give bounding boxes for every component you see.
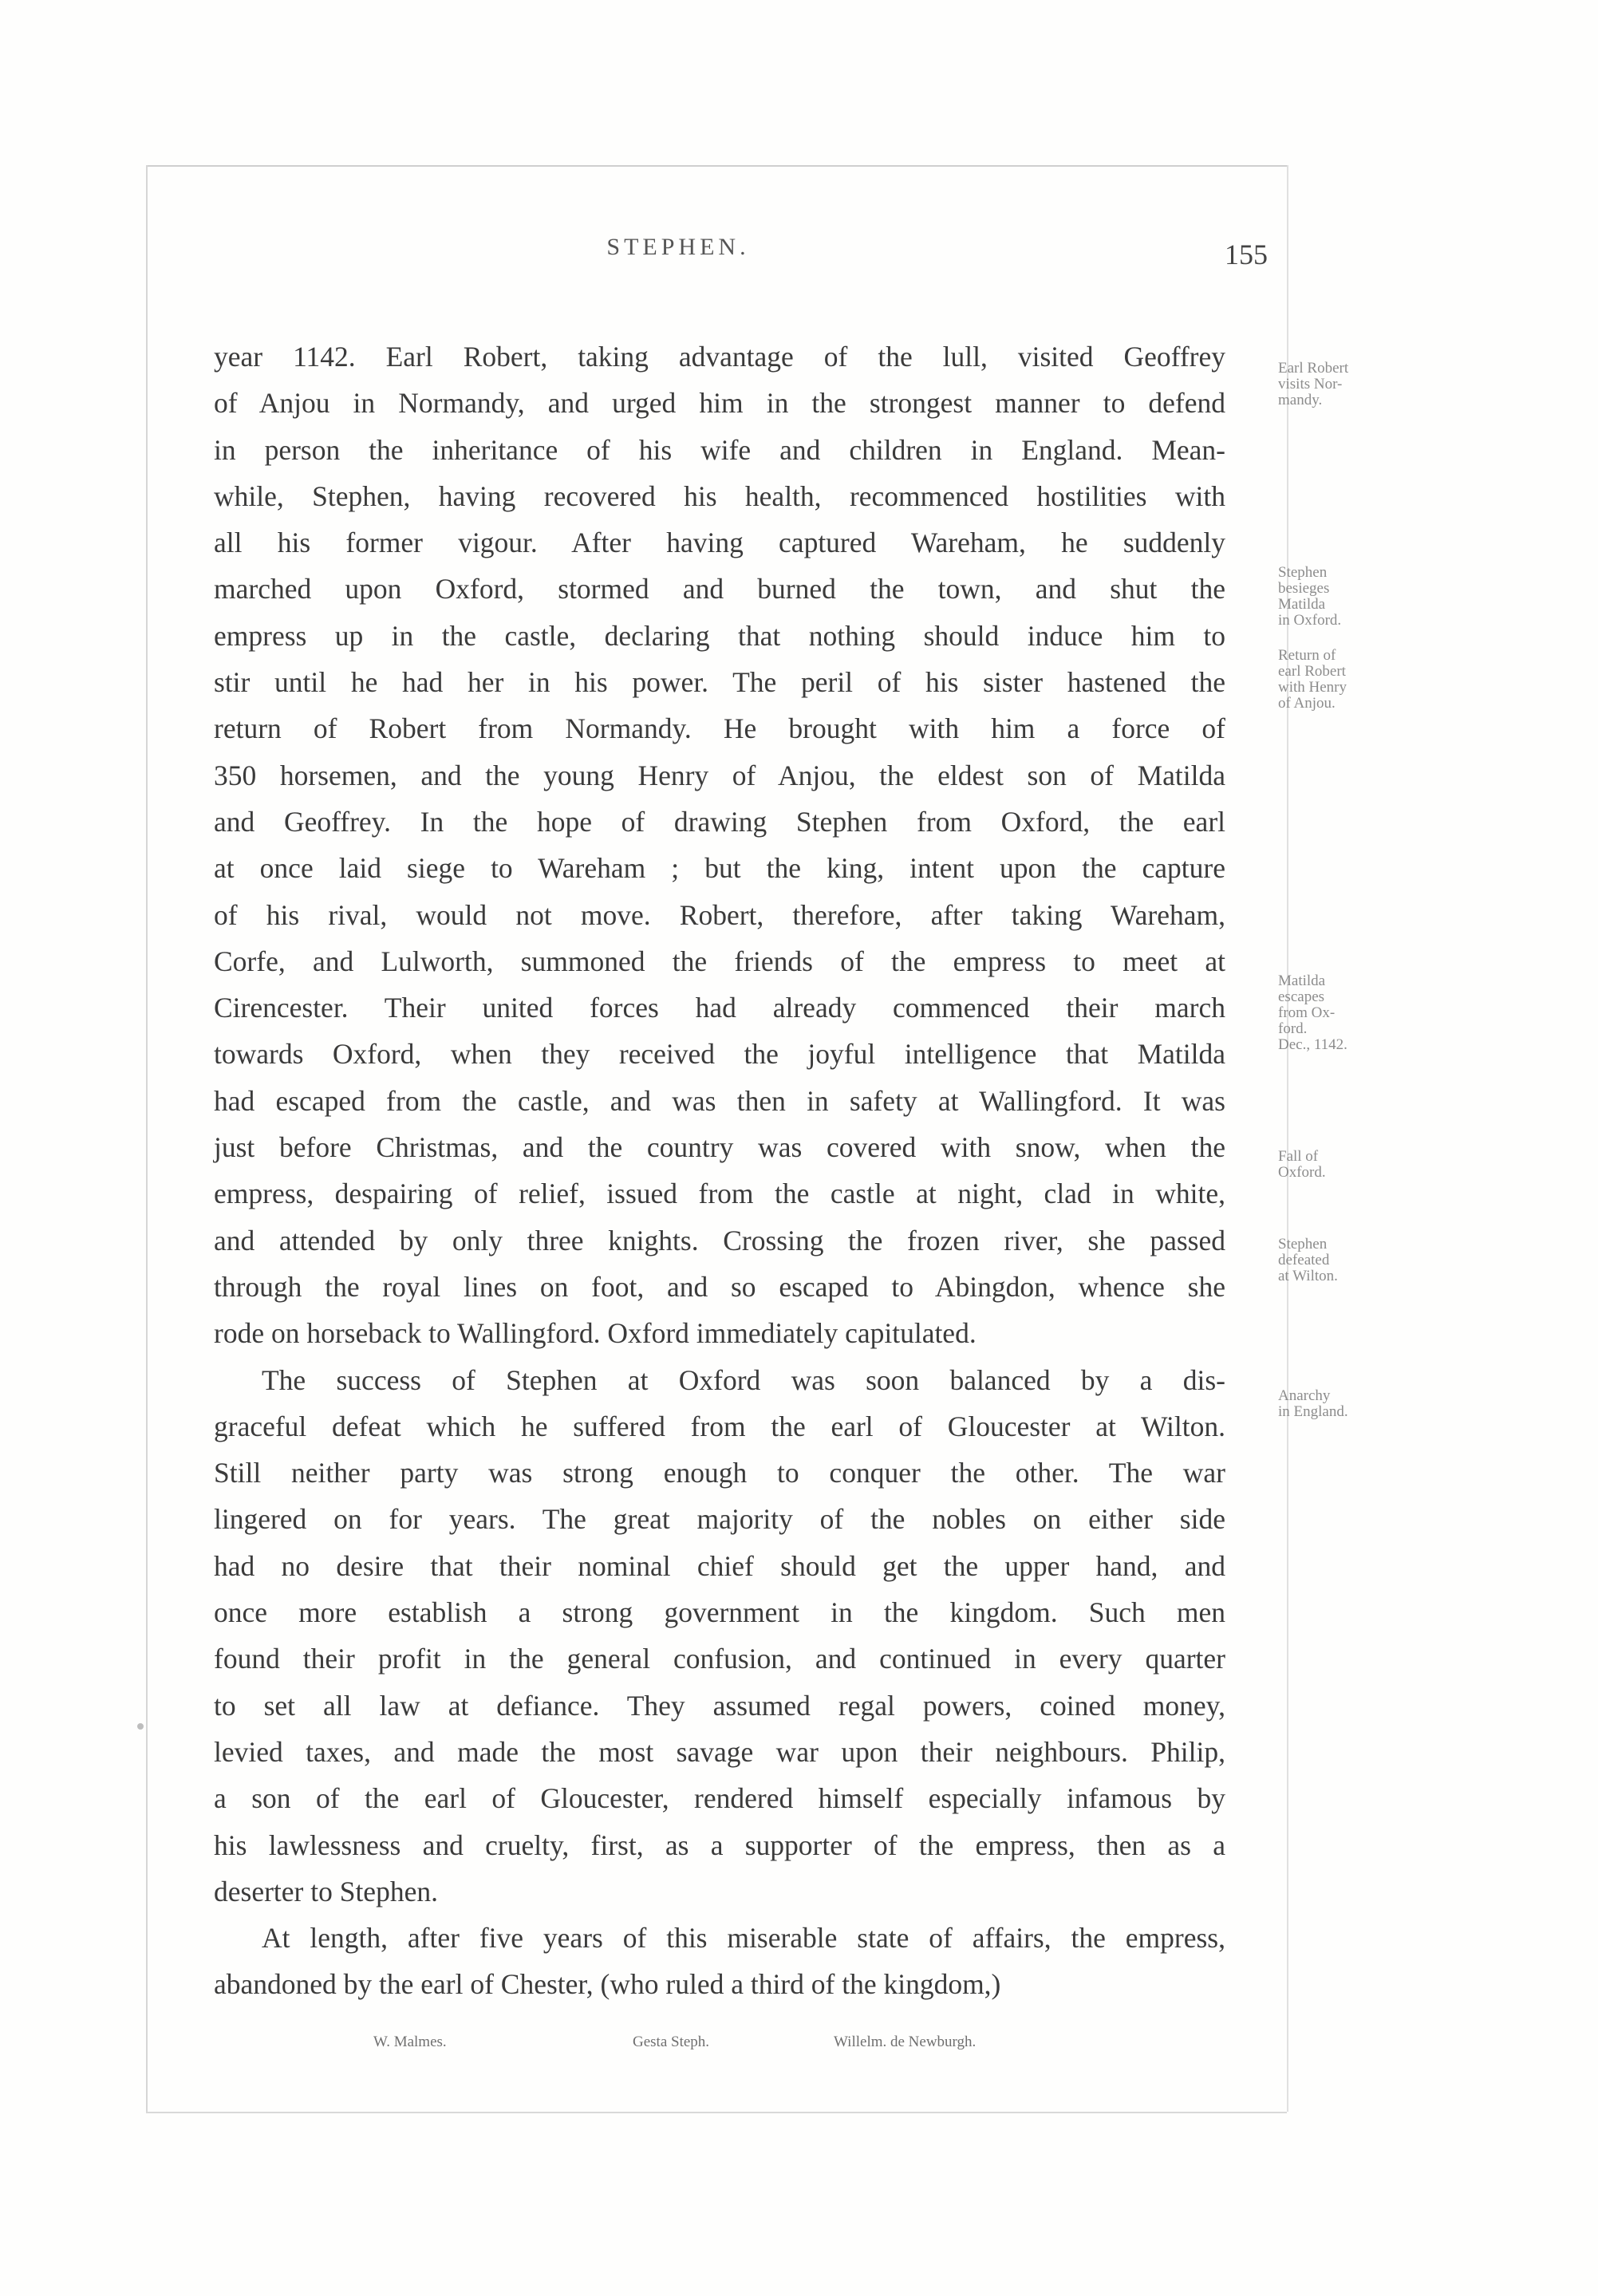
body-line: and attended by only three knights. Crossing the frozen river, she passed [214,1224,1225,1256]
body-line: and Geoffrey. In the hope of drawing Stephen from Oxford, the earl [214,805,1225,838]
margin-note-line: Matilda [1278,596,1326,613]
margin-note-line: mandy. [1278,392,1323,408]
margin-note-line: Fall of [1278,1148,1319,1165]
margin-note [1278,1237,1430,1284]
body-line: empress up in the castle, declaring that nothing should induce him to [214,619,1225,652]
margin-note-line: of Anjou. [1278,695,1336,712]
footnote-source: W. Malmes. [373,2034,447,2050]
margin-note-line: Anarchy [1278,1387,1331,1404]
body-line: return of Robert from Normandy. He brought with him a force of [214,712,1225,745]
body-line: of his rival, would not move. Robert, therefore, after taking Wareham, [214,898,1225,931]
margin-note-line: Return of [1278,647,1336,664]
body-line: lingered on for years. The great majority of the nobles on either side [214,1503,1225,1536]
margin-note-line: earl Robert [1278,663,1346,680]
body-line: of Anjou in Normandy, and urged him in the strongest manner to defend [214,387,1225,420]
body-line: marched upon Oxford, stormed and burned the town, and shut the [214,573,1225,606]
body-line: in person the inheritance of his wife and children in England. Mean- [214,433,1225,466]
margin-note [1278,648,1430,712]
body-line: had escaped from the castle, and was then in safety at Wallingford. It was [214,1084,1225,1117]
margin-note-line: in England. [1278,1403,1348,1420]
body-line: Cirencester. Their united forces had already commenced their march [214,992,1225,1024]
margin-note [1278,361,1430,408]
running-head: STEPHEN. [606,234,750,260]
footnote-source: Gesta Steph. [633,2034,710,2050]
body-line: abandoned by the earl of Chester, (who ruled a third of the kingdom,) [214,1968,1001,2001]
page-frame-top [146,165,1287,167]
body-line: through the royal lines on foot, and so escaped to Abingdon, whence she [214,1270,1225,1303]
page-frame-right [1287,165,1288,2112]
body-line: deserter to Stephen. [214,1875,438,1907]
page-frame-left [146,165,148,2112]
margin-note-line: visits Nor- [1278,376,1343,393]
body-line: Still neither party was strong enough to conquer the other. The war [214,1457,1225,1489]
margin-note-line: from Ox- [1278,1004,1336,1021]
body-line: year 1142. Earl Robert, taking advantage of the lull, visited Geoffrey [214,341,1225,373]
margin-note [1278,1149,1430,1181]
body-line: all his former vigour. After having captured Wareham, he suddenly [214,527,1225,559]
body-line: had no desire that their nominal chief should get the upper hand, and [214,1549,1225,1582]
margin-note-line: Dec., 1142. [1278,1036,1347,1053]
margin-note-line: escapes [1278,988,1325,1005]
body-line: towards Oxford, when they received the joyful intelligence that Matilda [214,1038,1225,1071]
body-line: 350 horsemen, and the young Henry of Anjou, the eldest son of Matilda [214,759,1225,791]
margin-note-line: Earl Robert [1278,360,1349,377]
body-line: a son of the earl of Gloucester, rendered himself especially infamous by [214,1782,1225,1815]
body-line: his lawlessness and cruelty, first, as a supporter of the empress, then as a [214,1829,1225,1861]
body-line: empress, despairing of relief, issued from the castle at night, clad in white, [214,1178,1225,1210]
body-line: The success of Stephen at Oxford was soon balanced by a dis- [262,1363,1225,1396]
body-line: found their profit in the general confusion, and continued in every quarter [214,1643,1225,1675]
margin-note-line: with Henry [1278,679,1347,696]
body-line: at once laid siege to Wareham ; but the king, intent upon the capture [214,852,1225,885]
footnote-source: Willelm. de Newburgh. [834,2034,977,2050]
body-line: stir until he had her in his power. The peril of his sister hastened the [214,666,1225,699]
body-line: levied taxes, and made the most savage war upon their neighbours. Philip, [214,1735,1225,1768]
margin-note-line: ford. [1278,1020,1308,1037]
margin-note-line: Matilda [1278,972,1326,989]
body-line: At length, after five years of this miserable state of affairs, the empress, [262,1922,1225,1955]
body-line: Corfe, and Lulworth, summoned the friends of the empress to meet at [214,945,1225,977]
margin-note-line: at Wilton. [1278,1268,1338,1284]
body-line: to set all law at defiance. They assumed regal powers, coined money, [214,1689,1225,1722]
margin-note-line: in Oxford. [1278,612,1342,629]
body-line: just before Christmas, and the country was covered with snow, when the [214,1131,1225,1164]
body-text [214,333,1225,2008]
margin-note-line: Stephen [1278,1236,1328,1253]
page-blemish [137,1723,144,1730]
page-frame-bottom [146,2112,1287,2113]
margin-note-line: defeated [1278,1252,1330,1268]
body-line: rode on horseback to Wallingford. Oxford immediately capitulated. [214,1317,977,1350]
body-line: while, Stephen, having recovered his health, recommenced hostilities with [214,479,1225,512]
margin-note [1278,565,1430,629]
margin-note-line: besieges [1278,580,1330,597]
body-line: once more establish a strong government in the kingdom. Such men [214,1596,1225,1629]
body-line: graceful defeat which he suffered from the earl of Gloucester at Wilton. [214,1410,1225,1442]
margin-note-line: Oxford. [1278,1164,1326,1181]
page-number: 155 [1225,239,1268,270]
margin-note-line: Stephen [1278,564,1328,581]
margin-note [1278,973,1430,1053]
margin-note [1278,1388,1430,1420]
